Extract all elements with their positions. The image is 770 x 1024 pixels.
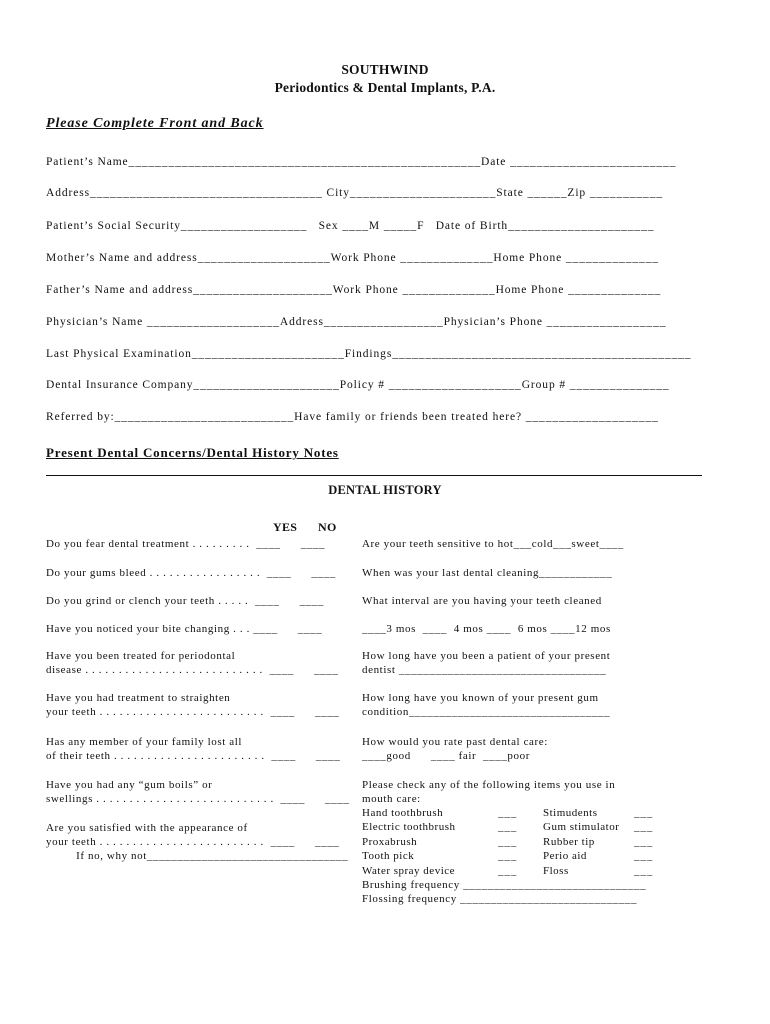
patient-field-line[interactable]: Patient’s Social Security___________________ Sex ____M _____F Date of Birth______________________	[46, 220, 655, 232]
practice-name: SOUTHWIND	[341, 62, 429, 77]
care-item-label: Floss	[543, 864, 569, 877]
history-question-right[interactable]: How long have you been a patient of your present	[362, 650, 611, 662]
history-question-left[interactable]: Have you noticed your bite changing . . . ____ ____	[46, 623, 323, 635]
history-question-left[interactable]: Do you grind or clench your teeth . . . . . ____ ____	[46, 595, 324, 607]
care-item-checkbox[interactable]: ___	[498, 835, 518, 848]
history-question-right[interactable]: Please check any of the following items you use in	[362, 779, 616, 791]
history-question-right[interactable]: ____good ____ fair ____poor	[362, 750, 530, 762]
care-item-checkbox[interactable]: ___	[634, 821, 654, 834]
no-column-header: NO	[318, 520, 337, 534]
history-question-right[interactable]: When was your last dental cleaning____________	[362, 567, 613, 579]
history-question-right[interactable]: condition_________________________________	[362, 706, 611, 718]
history-question-right[interactable]: dentist __________________________________	[362, 664, 607, 676]
history-question-left[interactable]: Are you satisfied with the appearance of	[46, 822, 248, 834]
care-item-checkbox[interactable]: ___	[498, 850, 518, 863]
patient-field-line[interactable]: Mother’s Name and address____________________Work Phone ______________Home Phone ______________	[46, 252, 659, 264]
history-question-left[interactable]: If no, why not_________________________________	[46, 850, 349, 862]
care-item-label: Gum stimulator	[543, 821, 620, 834]
history-question-left[interactable]: Have you been treated for periodontal	[46, 650, 236, 662]
care-item-label: Perio aid	[543, 850, 587, 863]
history-question-left[interactable]: swellings . . . . . . . . . . . . . . . . . . . . . . . . . . . ____ ____	[46, 793, 350, 805]
instruction-heading: Please Complete Front and Back	[46, 116, 264, 131]
care-item-label: Proxabrush	[362, 835, 418, 848]
yes-column-header: YES	[273, 520, 298, 534]
practice-subtitle: Periodontics & Dental Implants, P.A.	[274, 80, 496, 95]
patient-field-line[interactable]: Address___________________________________ City______________________State ______Zip ___________	[46, 187, 663, 199]
history-question-right[interactable]: What interval are you having your teeth cleaned	[362, 595, 602, 607]
history-question-left[interactable]: of their teeth . . . . . . . . . . . . . . . . . . . . . . . ____ ____	[46, 750, 341, 762]
patient-field-line[interactable]: Patient’s Name_____________________________________________________Date _________________________	[46, 156, 677, 168]
patient-field-line[interactable]: Dental Insurance Company______________________Policy # ____________________Group # _______________	[46, 379, 670, 391]
flossing-frequency-field[interactable]: Flossing frequency _____________________________	[362, 893, 638, 905]
history-question-right[interactable]: How long have you known of your present gum	[362, 692, 599, 704]
history-question-left[interactable]: Have you had treatment to straighten	[46, 692, 231, 704]
patient-field-line[interactable]: Father’s Name and address_____________________Work Phone ______________Home Phone ______________	[46, 284, 662, 296]
history-question-left[interactable]: disease . . . . . . . . . . . . . . . . . . . . . . . . . . . ____ ____	[46, 664, 339, 676]
care-item-checkbox[interactable]: ___	[634, 864, 654, 877]
history-question-right[interactable]: ____3 mos ____ 4 mos ____ 6 mos ____12 mos	[362, 623, 611, 635]
care-item-label: Hand toothbrush	[362, 807, 444, 819]
care-item-label: Electric toothbrush	[362, 821, 456, 834]
concerns-notes-line[interactable]	[46, 475, 702, 476]
care-item-checkbox[interactable]: ___	[498, 864, 518, 877]
history-question-left[interactable]: your teeth . . . . . . . . . . . . . . . . . . . . . . . . . ____ ____	[46, 836, 340, 848]
care-item-checkbox[interactable]: ___	[498, 807, 518, 819]
patient-field-line[interactable]: Referred by:___________________________Have family or friends been treated here? ____________________	[46, 411, 659, 423]
care-item-label: Water spray device	[362, 864, 456, 877]
history-question-right[interactable]: mouth care:	[362, 793, 421, 805]
history-question-left[interactable]: your teeth . . . . . . . . . . . . . . . . . . . . . . . . . ____ ____	[46, 706, 340, 718]
care-item-label: Stimudents	[543, 807, 598, 819]
history-question-left[interactable]: Has any member of your family lost all	[46, 736, 243, 748]
care-item-checkbox[interactable]: ___	[634, 835, 654, 848]
care-item-checkbox[interactable]: ___	[498, 821, 518, 834]
history-question-left[interactable]: Do you fear dental treatment . . . . . . . . . ____ ____	[46, 538, 326, 550]
history-question-right[interactable]: Are your teeth sensitive to hot___cold___sweet____	[362, 538, 624, 550]
brushing-frequency-field[interactable]: Brushing frequency ______________________________	[362, 879, 647, 891]
care-item-label: Rubber tip	[543, 835, 595, 848]
concerns-heading: Present Dental Concerns/Dental History Notes	[46, 445, 339, 460]
care-item-checkbox[interactable]: ___	[634, 807, 654, 819]
history-question-left[interactable]: Do your gums bleed . . . . . . . . . . . . . . . . . ____ ____	[46, 567, 336, 579]
history-question-right[interactable]: How would you rate past dental care:	[362, 736, 548, 748]
care-item-label: Tooth pick	[362, 850, 415, 863]
patient-field-line[interactable]: Last Physical Examination_______________________Findings_____________________________________________	[46, 348, 692, 360]
history-question-left[interactable]: Have you had any “gum boils” or	[46, 779, 213, 791]
care-item-checkbox[interactable]: ___	[634, 850, 654, 863]
dental-history-title: DENTAL HISTORY	[328, 483, 442, 497]
patient-field-line[interactable]: Physician’s Name ____________________Address__________________Physician’s Phone __________________	[46, 316, 667, 328]
